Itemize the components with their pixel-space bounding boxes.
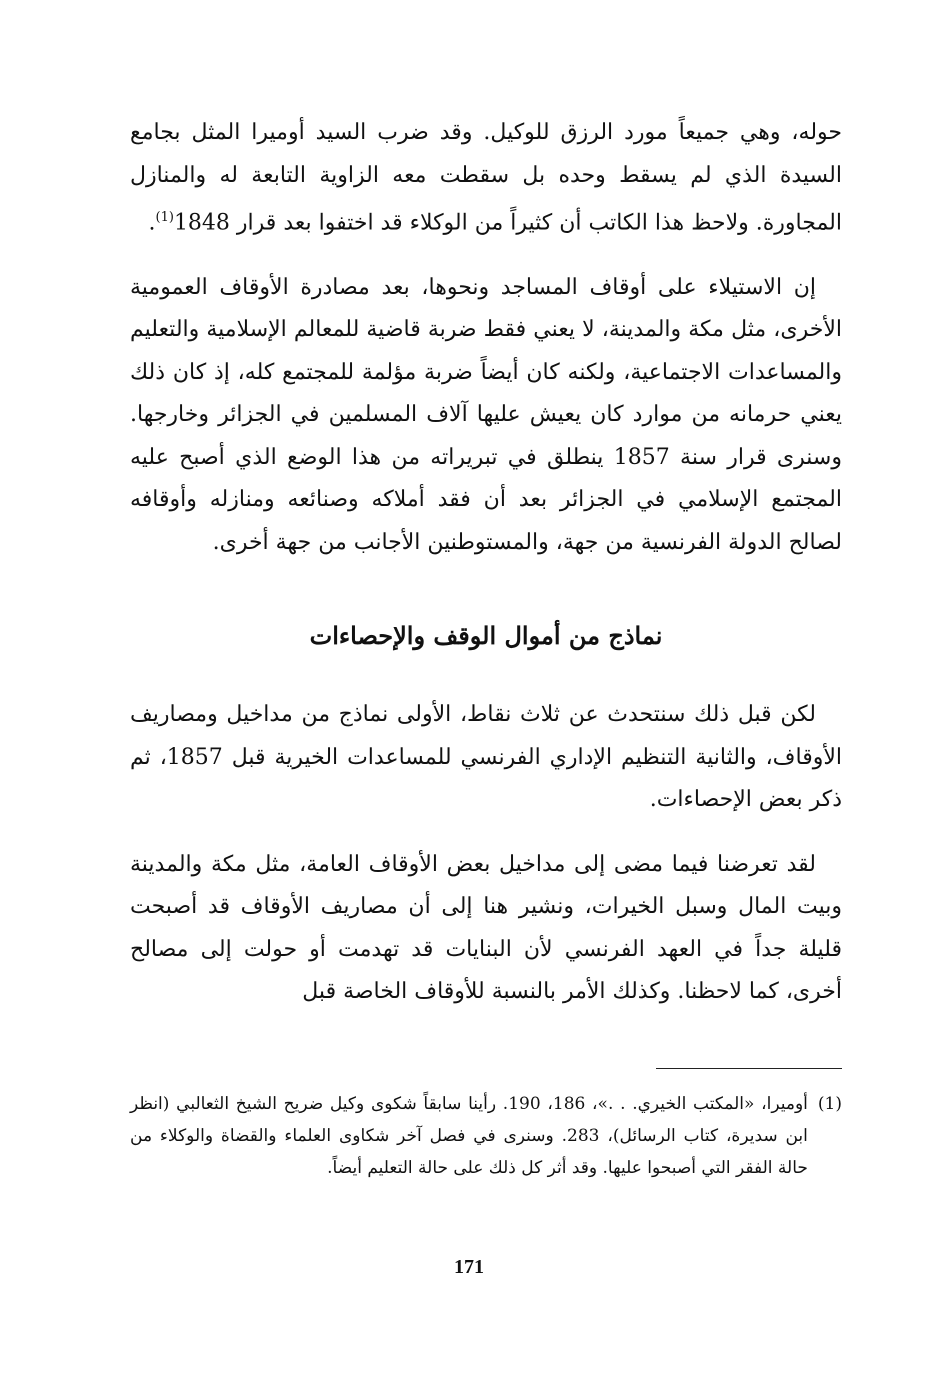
footnotes xyxy=(130,1088,842,1184)
footnote xyxy=(130,1088,842,1184)
paragraph-end: . xyxy=(148,210,156,236)
paragraph-text: حوله، وهي جميعاً مورد الرزق للوكيل. وقد ضرب السيد أوميرا المثل بجامع السيدة الذي لم يسقط وحده بل سقطت معه الزاوية التابعة له والمنازل المجاورة. ولاحظ هذا الكاتب أن كثيراً من الوكلاء قد اختفوا بعد قرار 1848 xyxy=(130,120,842,236)
paragraph: إن الاستيلاء على أوقاف المساجد ونحوها، بعد مصادرة الأوقاف العمومية الأخرى، مثل مكة والمدينة، لا يعني فقط ضربة قاضية للمعالم الإسلامية والتعليم والمساعدات الاجتماعية، ولكنه كان أيضاً ضربة مؤلمة للمجتمع كله، إذ كان ذلك يعني حرمانه من موارد كان يعيش عليها آلاف المسلمين في الجزائر وخارجها. وسنرى قرار سنة 1857 ينطلق في تبريراته من هذا الوضع الذي أصبح عليه المجتمع الإسلامي في الجزائر بعد أن فقد أملاكه وصنائعه ومنازله وأوقافه لصالح الدولة الفرنسية من جهة، والمستوطنين الأجانب من جهة أخرى. xyxy=(130,274,842,555)
section-heading: نماذج من أموال الوقف والإحصاءات xyxy=(309,621,663,651)
footnote-reference: (1) xyxy=(155,210,174,225)
paragraph: لقد تعرضنا فيما مضى إلى مداخيل بعض الأوقاف العامة، مثل مكة والمدينة وبيت المال وسبل الخيرات، ونشير هنا إلى أن مصاريف الأوقاف قد أصبحت قليلة جداً في العهد الفرنسي لأن البنايات قد تهدمت أو حولت إلى مصالح أخرى، كما لاحظنا. وكذلك الأمر بالنسبة للأوقاف الخاصة قبل xyxy=(130,851,842,1005)
page-body xyxy=(130,112,842,1014)
footnote-text: أوميرا، «المكتب الخيري. . .»، 186، 190. رأينا سابقاً شكوى وكيل ضريح الشيخ الثعالبي (انظر ابن سديرة، كتاب الرسائل)، 283. وسنرى في فصل آخر شكاوى العلماء والقضاة والوكلاء من حالة الفقر التي أصبحوا عليها. وقد أثر كل ذلك على حالة التعليم أيضاً. xyxy=(130,1094,808,1178)
paragraph: لكن قبل ذلك سنتحدث عن ثلاث نقاط، الأولى نماذج من مداخيل ومصاريف الأوقاف، والثانية التنظيم الإداري الفرنسي للمساعدات الخيرية قبل 1857، ثم ذكر بعض الإحصاءات. xyxy=(130,702,842,813)
page-number: 171 xyxy=(454,1256,484,1278)
footnote-separator xyxy=(656,1068,842,1069)
paragraph xyxy=(130,112,842,245)
footnote-marker: (1) xyxy=(817,1094,842,1114)
